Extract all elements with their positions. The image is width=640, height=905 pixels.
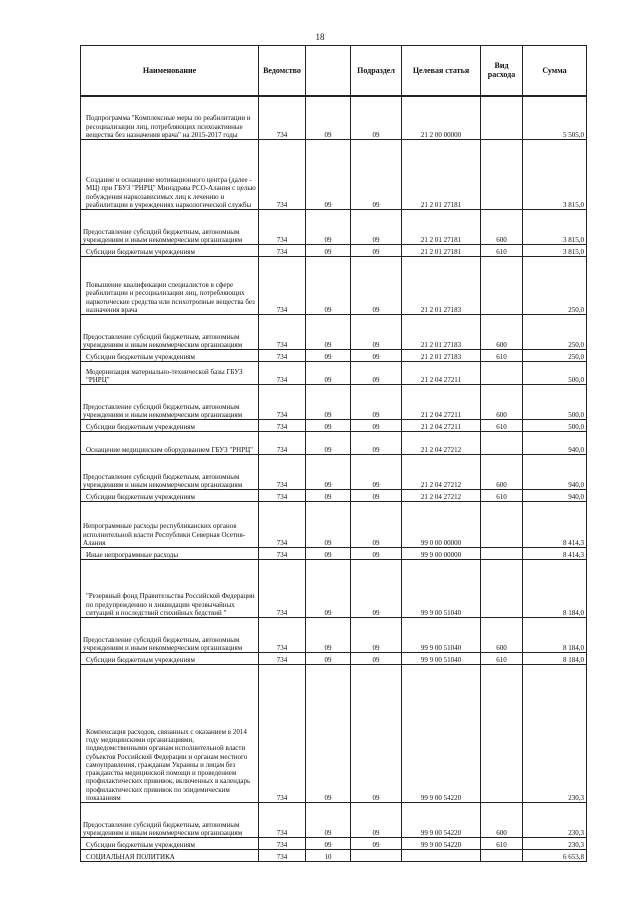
cell-amount: 8 184,0	[523, 560, 587, 618]
cell-amount: 500,0	[523, 420, 587, 432]
cell-expense-type: 610	[481, 490, 523, 502]
cell-section: 09	[306, 96, 351, 140]
table-row	[81, 560, 587, 618]
cell-section: 09	[306, 257, 351, 315]
cell-target: 21 2 04 27211	[402, 385, 481, 420]
cell-expense-type	[481, 362, 523, 385]
cell-expense-type: 600	[481, 315, 523, 350]
cell-expense-type	[481, 548, 523, 560]
cell-ministry: 734	[259, 257, 306, 315]
cell-subsection: 09	[351, 803, 402, 838]
cell-section: 09	[306, 362, 351, 385]
cell-subsection: 09	[351, 560, 402, 618]
cell-target: 21 2 00 00000	[402, 96, 481, 140]
cell-target: 21 2 01 27183	[402, 257, 481, 315]
cell-amount: 8 414,3	[523, 502, 587, 548]
table-header-row	[81, 46, 587, 96]
cell-section: 09	[306, 502, 351, 548]
cell-name: "Резервный фонд Правительства Российской Федерации по предупреждению и ликвидации чрезвычайных ситуаций и последствий стихийных бедствий "	[81, 560, 259, 618]
budget-table	[80, 45, 587, 862]
cell-section: 09	[306, 140, 351, 210]
cell-expense-type: 600	[481, 210, 523, 245]
cell-section: 09	[306, 432, 351, 455]
header-target: Целевая статья	[402, 46, 481, 96]
cell-expense-type	[481, 560, 523, 618]
cell-target: 21 2 04 27211	[402, 362, 481, 385]
cell-ministry: 734	[259, 803, 306, 838]
cell-target: 21 2 01 27181	[402, 210, 481, 245]
cell-ministry: 734	[259, 838, 306, 850]
cell-section: 09	[306, 665, 351, 803]
cell-expense-type	[481, 502, 523, 548]
cell-target: 99 0 00 00000	[402, 502, 481, 548]
cell-name: Повышение квалификации специалистов в сфере реабилитации и ресоциализации лиц, потребляющих наркотические средства или психотропные вещества без назначения врача	[81, 257, 259, 315]
header-section	[306, 46, 351, 96]
cell-section: 09	[306, 315, 351, 350]
cell-section: 09	[306, 210, 351, 245]
cell-section: 09	[306, 385, 351, 420]
cell-subsection: 09	[351, 245, 402, 257]
cell-ministry: 734	[259, 432, 306, 455]
table-row	[81, 245, 587, 257]
cell-amount: 8 414,3	[523, 548, 587, 560]
cell-subsection: 09	[351, 420, 402, 432]
cell-target	[402, 850, 481, 862]
cell-subsection: 09	[351, 140, 402, 210]
table-row	[81, 653, 587, 665]
table-row	[81, 362, 587, 385]
cell-ministry: 734	[259, 140, 306, 210]
table-row	[81, 140, 587, 210]
cell-section: 09	[306, 838, 351, 850]
cell-expense-type: 610	[481, 420, 523, 432]
cell-section: 09	[306, 350, 351, 362]
cell-subsection: 09	[351, 838, 402, 850]
cell-ministry: 734	[259, 850, 306, 862]
page-number: 18	[315, 32, 325, 42]
cell-target: 99 9 00 54220	[402, 838, 481, 850]
cell-name: Предоставление субсидий бюджетным, автономным учреждениям и иным некоммерческим организациям	[81, 385, 259, 420]
cell-subsection: 09	[351, 432, 402, 455]
cell-expense-type: 600	[481, 618, 523, 653]
cell-target: 99 9 00 51040	[402, 653, 481, 665]
cell-subsection: 09	[351, 257, 402, 315]
table-row	[81, 420, 587, 432]
cell-ministry: 734	[259, 653, 306, 665]
cell-name: Создание и оснащение мотивационного центра (далее - МЦ) при ГБУЗ "РНРЦ" Минздрава РСО-Алания с целью побуждения наркозависимых лиц к лечению и реабилитации в учреждениях наркологической службы	[81, 140, 259, 210]
table-row	[81, 96, 587, 140]
cell-ministry: 734	[259, 245, 306, 257]
cell-name: СОЦИАЛЬНАЯ ПОЛИТИКА	[81, 850, 259, 862]
table-row	[81, 850, 587, 862]
cell-target: 21 2 01 27181	[402, 245, 481, 257]
table-row	[81, 455, 587, 490]
cell-subsection: 09	[351, 490, 402, 502]
header-subsection: Подраздел	[351, 46, 402, 96]
cell-name: Предоставление субсидий бюджетным, автономным учреждениям и иным некоммерческим организациям	[81, 618, 259, 653]
cell-subsection: 09	[351, 653, 402, 665]
cell-subsection: 09	[351, 315, 402, 350]
cell-amount: 940,0	[523, 432, 587, 455]
cell-amount: 6 653,8	[523, 850, 587, 862]
cell-target: 99 9 00 51040	[402, 560, 481, 618]
cell-name: Оснащение медицинским оборудованием ГБУЗ "РНРЦ"	[81, 432, 259, 455]
cell-amount: 8 184,0	[523, 653, 587, 665]
cell-ministry: 734	[259, 490, 306, 502]
cell-target: 21 2 04 27212	[402, 432, 481, 455]
cell-subsection: 09	[351, 210, 402, 245]
cell-ministry: 734	[259, 548, 306, 560]
table-row	[81, 803, 587, 838]
cell-expense-type	[481, 140, 523, 210]
cell-ministry: 734	[259, 560, 306, 618]
cell-expense-type: 610	[481, 350, 523, 362]
table-row	[81, 490, 587, 502]
cell-section: 09	[306, 560, 351, 618]
cell-amount: 230,3	[523, 665, 587, 803]
cell-name: Субсидии бюджетным учреждениям	[81, 653, 259, 665]
cell-section: 09	[306, 420, 351, 432]
cell-name: Предоставление субсидий бюджетным, автономным учреждениям и иным некоммерческим организациям	[81, 803, 259, 838]
cell-name: Субсидии бюджетным учреждениям	[81, 350, 259, 362]
cell-ministry: 734	[259, 362, 306, 385]
table-row	[81, 350, 587, 362]
cell-section: 09	[306, 803, 351, 838]
cell-expense-type: 610	[481, 245, 523, 257]
cell-name: Предоставление субсидий бюджетным, автономным учреждениям и иным некоммерческим организациям	[81, 210, 259, 245]
table-row	[81, 385, 587, 420]
header-amount: Сумма	[523, 46, 587, 96]
cell-amount: 250,0	[523, 350, 587, 362]
header-name: Наименование	[81, 46, 259, 96]
cell-amount: 250,0	[523, 315, 587, 350]
cell-amount: 940,0	[523, 490, 587, 502]
cell-amount: 5 505,0	[523, 96, 587, 140]
cell-subsection: 09	[351, 548, 402, 560]
cell-expense-type: 600	[481, 455, 523, 490]
cell-expense-type: 600	[481, 803, 523, 838]
cell-section: 09	[306, 245, 351, 257]
cell-ministry: 734	[259, 455, 306, 490]
cell-amount: 3 815,0	[523, 140, 587, 210]
cell-expense-type: 610	[481, 838, 523, 850]
cell-expense-type: 610	[481, 653, 523, 665]
table-row	[81, 315, 587, 350]
cell-target: 99 9 00 00000	[402, 548, 481, 560]
cell-name: Предоставление субсидий бюджетным, автономным учреждениям и иным некоммерческим организациям	[81, 315, 259, 350]
cell-subsection: 09	[351, 665, 402, 803]
table-row	[81, 618, 587, 653]
cell-expense-type	[481, 432, 523, 455]
cell-section: 09	[306, 455, 351, 490]
table-body	[81, 96, 587, 862]
cell-amount: 230,3	[523, 838, 587, 850]
cell-target: 21 2 04 27212	[402, 455, 481, 490]
cell-subsection: 09	[351, 96, 402, 140]
cell-target: 21 2 01 27183	[402, 315, 481, 350]
cell-amount: 940,0	[523, 455, 587, 490]
cell-target: 21 2 01 27181	[402, 140, 481, 210]
cell-ministry: 734	[259, 350, 306, 362]
cell-name: Непрограммные расходы республиканских органов исполнительной власти Республики Северная Осетия-Алания	[81, 502, 259, 548]
cell-target: 21 2 04 27211	[402, 420, 481, 432]
cell-section: 10	[306, 850, 351, 862]
cell-amount: 8 184,0	[523, 618, 587, 653]
cell-name: Предоставление субсидий бюджетным, автономным учреждениям и иным некоммерческим организациям	[81, 455, 259, 490]
cell-amount: 500,0	[523, 385, 587, 420]
table-row	[81, 432, 587, 455]
cell-ministry: 734	[259, 96, 306, 140]
cell-subsection: 09	[351, 385, 402, 420]
cell-ministry: 734	[259, 315, 306, 350]
cell-subsection	[351, 850, 402, 862]
cell-ministry: 734	[259, 210, 306, 245]
cell-name: Подпрограмма "Комплексные меры по реабилитации и ресоциализации лиц, потребляющих психоактивные вещества без назначения врача" на 2015-2017 годы	[81, 96, 259, 140]
table-row	[81, 838, 587, 850]
cell-name: Иные непрограммные расходы	[81, 548, 259, 560]
cell-expense-type	[481, 257, 523, 315]
cell-amount: 500,0	[523, 362, 587, 385]
cell-section: 09	[306, 490, 351, 502]
table-row	[81, 665, 587, 803]
cell-amount: 3 815,0	[523, 245, 587, 257]
cell-ministry: 734	[259, 618, 306, 653]
cell-subsection: 09	[351, 502, 402, 548]
cell-name: Субсидии бюджетным учреждениям	[81, 838, 259, 850]
cell-target: 99 9 00 54220	[402, 803, 481, 838]
cell-section: 09	[306, 618, 351, 653]
table-row	[81, 210, 587, 245]
cell-expense-type	[481, 665, 523, 803]
cell-name: Модернизация материально-технической базы ГБУЗ "РНРЦ"	[81, 362, 259, 385]
cell-name: Субсидии бюджетным учреждениям	[81, 420, 259, 432]
cell-target: 21 2 01 27183	[402, 350, 481, 362]
cell-name: Компенсация расходов, связанных с оказанием в 2014 году медицинскими организациями, подведомственными органам исполнительной власти субъектов Российской Федерации и органам местного самоуправления, гражданам Украины и лицам без гражданства медицинской помощи и проведением профилактических прививок, включенных в календарь профилактических прививок по эпидемическим показаниям	[81, 665, 259, 803]
cell-subsection: 09	[351, 618, 402, 653]
cell-ministry: 734	[259, 665, 306, 803]
table-row	[81, 502, 587, 548]
table-row	[81, 257, 587, 315]
cell-ministry: 734	[259, 420, 306, 432]
cell-section: 09	[306, 548, 351, 560]
cell-amount: 250,0	[523, 257, 587, 315]
cell-expense-type	[481, 850, 523, 862]
cell-amount: 3 815,0	[523, 210, 587, 245]
cell-subsection: 09	[351, 350, 402, 362]
cell-amount: 230,3	[523, 803, 587, 838]
cell-subsection: 09	[351, 455, 402, 490]
header-expense-type: Вид расхода	[481, 46, 523, 96]
cell-target: 99 9 00 51040	[402, 618, 481, 653]
cell-subsection: 09	[351, 362, 402, 385]
cell-name: Субсидии бюджетным учреждениям	[81, 245, 259, 257]
cell-name: Субсидии бюджетным учреждениям	[81, 490, 259, 502]
cell-ministry: 734	[259, 385, 306, 420]
cell-target: 99 9 00 54220	[402, 665, 481, 803]
cell-target: 21 2 04 27212	[402, 490, 481, 502]
cell-ministry: 734	[259, 502, 306, 548]
cell-expense-type: 600	[481, 385, 523, 420]
cell-expense-type	[481, 96, 523, 140]
header-ministry: Ведомство	[259, 46, 306, 96]
table-row	[81, 548, 587, 560]
cell-section: 09	[306, 653, 351, 665]
